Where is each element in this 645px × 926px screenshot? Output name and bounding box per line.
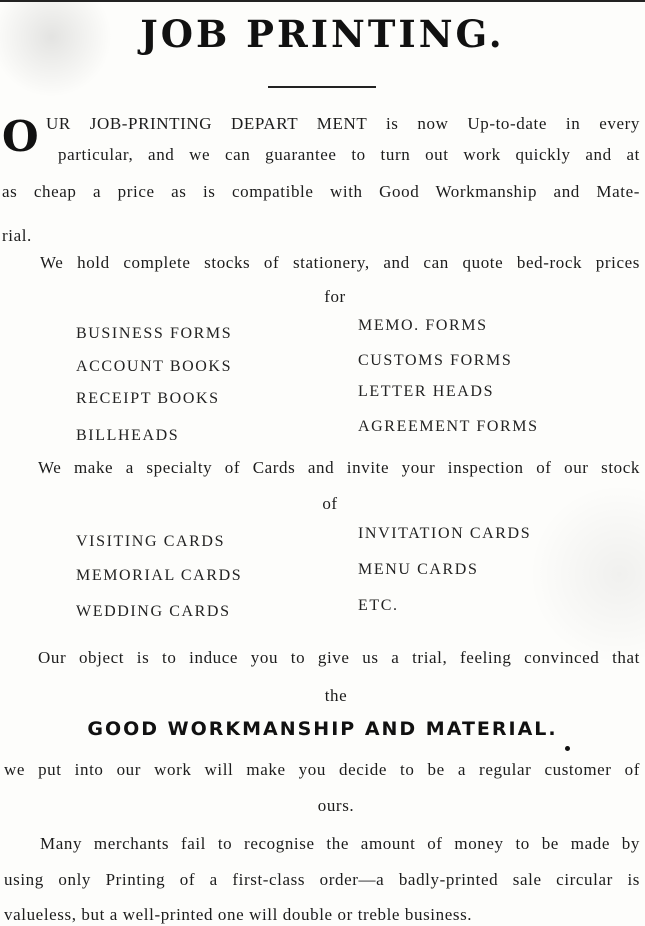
cards-line-1: We make a specialty of Cards and invite your inspection of our stock: [38, 458, 640, 477]
intro-line-2: particular, and we can guarantee to turn out work quickly and at: [58, 145, 640, 164]
stock-item: CUSTOMS FORMS: [358, 352, 513, 369]
page-title: JOB PRINTING.: [140, 12, 505, 56]
closing-line-3: valueless, but a well-printed one will double or treble business.: [4, 905, 473, 924]
object-line-4: ours.: [317, 796, 355, 815]
stock-item: ACCOUNT BOOKS: [76, 358, 233, 375]
object-line-3: we put into our work will make you decide to be a regular customer of: [4, 760, 640, 779]
cards-line-2: of: [322, 494, 338, 513]
closing-line-1: Many merchants fail to recognise the amount of money to be made by: [40, 834, 640, 853]
closing-line-2: using only Printing of a first-class order—a badly-printed sale circular is: [4, 870, 640, 889]
stocks-line-1: We hold complete stocks of stationery, and can quote bed-rock prices: [40, 253, 640, 272]
intro-line-1: UR JOB-PRINTING DEPART MENT is now Up-to-date in every: [46, 114, 640, 133]
card-item: VISITING CARDS: [76, 533, 226, 550]
top-rule: [0, 0, 645, 2]
object-line-2: the: [324, 686, 348, 705]
object-line-1: Our object is to induce you to give us a trial, feeling convinced that: [38, 648, 640, 667]
card-item: INVITATION CARDS: [358, 525, 532, 542]
intro-line-4: rial.: [2, 226, 32, 245]
ink-dot: [565, 746, 570, 751]
stock-item: AGREEMENT FORMS: [358, 418, 539, 435]
title-divider: [268, 86, 376, 88]
card-item: MEMORIAL CARDS: [76, 567, 243, 584]
highlight-heading: GOOD WORKMANSHIP AND MATERIAL.: [87, 718, 558, 740]
stock-item: RECEIPT BOOKS: [76, 390, 220, 407]
intro-line-3: as cheap a price as is compatible with Good Workmanship and Mate-: [2, 182, 640, 201]
stock-item: LETTER HEADS: [358, 383, 495, 400]
card-item: MENU CARDS: [358, 561, 479, 578]
stock-item: MEMO. FORMS: [358, 317, 488, 334]
stock-item: BILLHEADS: [76, 427, 180, 444]
stock-item: BUSINESS FORMS: [76, 325, 233, 342]
card-item: WEDDING CARDS: [76, 603, 231, 620]
stocks-line-2: for: [324, 287, 346, 306]
card-item: ETC.: [358, 597, 399, 614]
drop-cap: O: [2, 112, 39, 161]
